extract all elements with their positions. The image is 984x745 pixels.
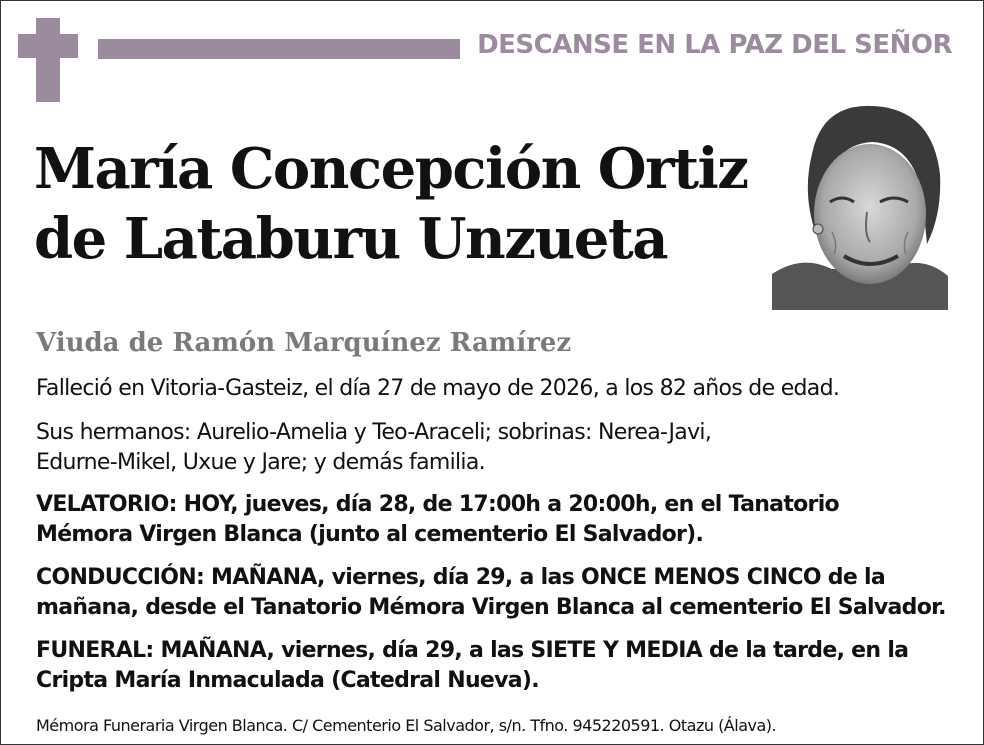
conduccion-line: CONDUCCIÓN: MAÑANA, viernes, día 29, a las ONCE MENOS CINCO de la: [36, 565, 886, 590]
death-notice-line: Falleció en Vitoria-Gasteiz, el día 27 de mayo de 2026, a los 82 años de edad.: [36, 376, 840, 401]
family-paragraph: [36, 418, 966, 478]
header-title: DESCANSE EN LA PAZ DEL SEÑOR: [477, 30, 952, 60]
funeral-line: Cripta María Inmaculada (Catedral Nueva).: [36, 668, 539, 693]
death-notice-text: [36, 374, 966, 404]
velatorio-line: Mémora Virgen Blanca (junto al cementerio El Salvador).: [36, 522, 704, 547]
conduccion-paragraph: [36, 563, 966, 623]
deceased-name-line2: de Lataburu Unzueta: [34, 206, 668, 272]
family-line: Sus hermanos: Aurelio-Amelia y Teo-Araceli; sobrinas: Nerea-Javi,: [36, 420, 712, 445]
conduccion-line: mañana, desde el Tanatorio Mémora Virgen Blanca al cementerio El Salvador.: [36, 595, 946, 620]
deceased-name: [34, 134, 774, 274]
deceased-name-line1: María Concepción Ortiz: [34, 136, 748, 202]
funeral-paragraph: [36, 636, 966, 696]
velatorio-line: VELATORIO: HOY, jueves, día 28, de 17:00h a 20:00h, en el Tanatorio: [36, 492, 839, 517]
cross-icon: [36, 18, 60, 102]
funeral-home-footer: Mémora Funeraria Virgen Blanca. C/ Cementerio El Salvador, s/n. Tfno. 945220591. Otazu (Álava).: [36, 716, 777, 735]
header-divider-bar: [98, 39, 460, 59]
cross-icon-bar: [18, 34, 78, 58]
widow-of-text: Viuda de Ramón Marquínez Ramírez: [36, 328, 572, 358]
family-line: Edurne-Mikel, Uxue y Jare; y demás familia.: [36, 450, 485, 475]
funeral-line: FUNERAL: MAÑANA, viernes, día 29, a las SIETE Y MEDIA de la tarde, en la: [36, 638, 909, 663]
deceased-photo: [772, 104, 948, 310]
velatorio-paragraph: [36, 490, 966, 550]
